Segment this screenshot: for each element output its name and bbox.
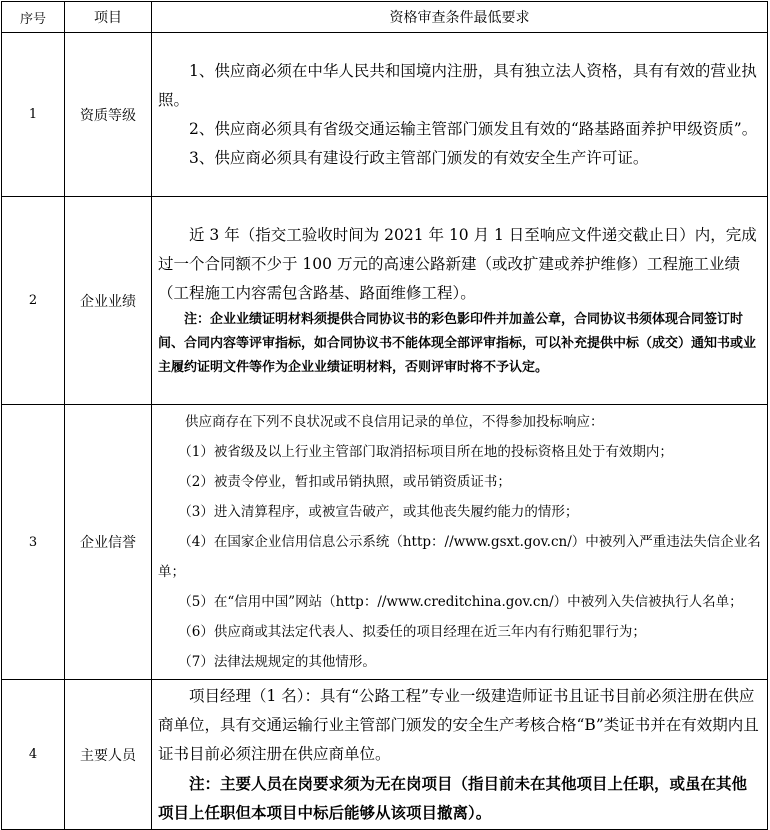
- row-item: 主要人员: [65, 680, 152, 830]
- row-item: 企业业绩: [65, 197, 152, 405]
- row-item: 资质等级: [65, 33, 152, 197]
- requirement-note: 注：企业业绩证明材料须提供合同协议书的彩色影印件并加盖公章，合同协议书须体现合同签订时间、合同内容等评审指标，如合同协议书不能体现全部评审指标，可以补充提供中标（成交）通知书或业主履约证明文件等作为企业业绩证明材料，否则评审时将不予认定。: [158, 312, 757, 375]
- table-header-row: [2, 2, 768, 33]
- table-row: [2, 405, 768, 680]
- row-no: 3: [2, 405, 65, 680]
- list-item: （6）供应商或其法定代表人、拟委任的项目经理在近三年内有行贿犯罪行为；: [178, 624, 646, 640]
- row-no: 1: [2, 33, 65, 197]
- header-item: 项目: [65, 2, 152, 33]
- header-requirement: 资格审查条件最低要求: [152, 2, 768, 33]
- list-item: （5）在“信用中国”网站（http：//www.creditchina.gov.cn/）中被列入失信被执行人名单；: [178, 594, 743, 610]
- requirement-intro: 供应商存在下列不良状况或不良信用记录的单位，不得参加投标响应：: [185, 414, 604, 430]
- requirement-line: 3、供应商必须具有建设行政主管部门颁发的有效安全生产许可证。: [189, 148, 649, 167]
- qualification-table: [1, 1, 768, 830]
- requirement-paragraph: 项目经理（1 名）：具有“公路工程”专业一级建造师证书且证书目前必须注册在供应商单位，具有交通运输行业主管部门颁发的安全生产考核合格“B”类证书并在有效期内且证书目前必须注册在供应商单位。: [158, 687, 759, 763]
- list-item: （2）被责令停业，暂扣或吊销执照，或吊销资质证书；: [178, 474, 511, 490]
- row-no: 2: [2, 197, 65, 405]
- row-requirement: [152, 405, 768, 680]
- row-item: 企业信誉: [65, 405, 152, 680]
- row-requirement: [152, 33, 768, 197]
- list-item: （3）进入清算程序，或被宣告破产，或其他丧失履约能力的情形；: [178, 504, 579, 520]
- row-no: 4: [2, 680, 65, 830]
- table-row: [2, 197, 768, 405]
- list-item: （1）被省级及以上行业主管部门取消招标项目所在地的投标资格且处于有效期内；: [178, 444, 673, 460]
- header-no: 序号: [2, 2, 65, 33]
- row-requirement: [152, 197, 768, 405]
- table-row: [2, 33, 768, 197]
- requirement-note: 注：主要人员在岗要求须为无在岗项目（指目前未在其他项目上任职，或虽在其他项目上任职但本项目中标后能够从该项目撤离）。: [158, 774, 748, 822]
- list-item: （7）法律法规规定的其他情形。: [178, 654, 376, 670]
- row-requirement: [152, 680, 768, 830]
- table-row: [2, 680, 768, 830]
- requirement-paragraph: 近 3 年（指交工验收时间为 2021 年 10 月 1 日至响应文件递交截止日）内，完成过一个合同额不少于 100 万元的高速公路新建（或改扩建或养护维修）工程施工业绩（工程施工内容需包含路基、路面维修工程）。: [158, 226, 757, 302]
- requirement-line: 2、供应商必须具有省级交通运输主管部门颁发且有效的“路基路面养护甲级资质”。: [189, 119, 758, 138]
- list-item: （4）在国家企业信用信息公示系统（http：//www.gsxt.gov.cn/）中被列入严重违法失信企业名单；: [158, 534, 761, 580]
- requirement-line: 1、供应商必须在中华人民共和国境内注册，具有独立法人资格，具有有效的营业执照。: [158, 61, 757, 109]
